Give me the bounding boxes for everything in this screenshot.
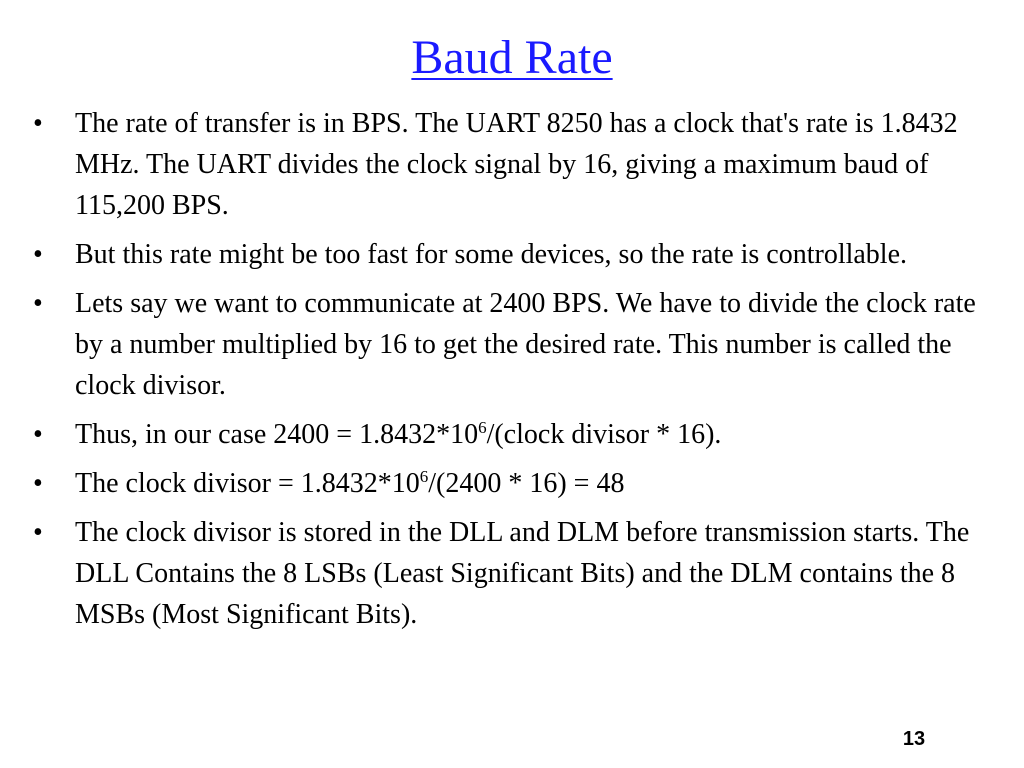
bullet-marker: • bbox=[33, 468, 43, 499]
bullet-marker: • bbox=[33, 108, 43, 139]
bullet-marker: • bbox=[33, 288, 43, 319]
exponent: 6 bbox=[478, 418, 487, 437]
page-number: 13 bbox=[902, 728, 926, 750]
bullet-item-1 bbox=[30, 103, 1000, 226]
bullet-item-6 bbox=[30, 512, 1000, 635]
bullet-text: But this rate might be too fast for some devices, so the rate is controllable. bbox=[75, 239, 908, 270]
bullet-item-3 bbox=[30, 283, 1000, 406]
bullet-text bbox=[75, 419, 721, 450]
bullet-list bbox=[30, 103, 1000, 643]
bullet-marker: • bbox=[33, 419, 43, 450]
bullet-item-5 bbox=[30, 463, 1000, 504]
bullet-marker: • bbox=[33, 517, 43, 548]
bullet-item-4 bbox=[30, 414, 1000, 455]
exponent: 6 bbox=[419, 467, 429, 486]
formula-text-start: The clock divisor = 1.8432*10 bbox=[75, 468, 420, 499]
formula-text-start: Thus, in our case 2400 = 1.8432*10 bbox=[75, 419, 479, 450]
bullet-item-2 bbox=[30, 234, 1000, 275]
bullet-text: The clock divisor is stored in the DLL and DLM before transmission starts. The DLL Contains the 8 LSBs (Least Significant Bits) and the DLM contains the 8 MSBs (Most Significant Bits). bbox=[75, 517, 970, 630]
formula-text-end: /(2400 * 16) = 48 bbox=[428, 468, 625, 499]
bullet-text: The rate of transfer is in BPS. The UART 8250 has a clock that's rate is 1.8432 MHz. The UART divides the clock signal by 16, giving a maximum baud of 115,200 BPS. bbox=[75, 108, 958, 221]
formula-text-end: /(clock divisor * 16). bbox=[486, 419, 722, 450]
slide-title: Baud Rate bbox=[411, 31, 613, 84]
bullet-text bbox=[75, 468, 624, 499]
bullet-text: Lets say we want to communicate at 2400 BPS. We have to divide the clock rate by a number multiplied by 16 to get the desired rate. This number is called the clock divisor. bbox=[75, 288, 976, 401]
bullet-marker: • bbox=[33, 239, 43, 270]
